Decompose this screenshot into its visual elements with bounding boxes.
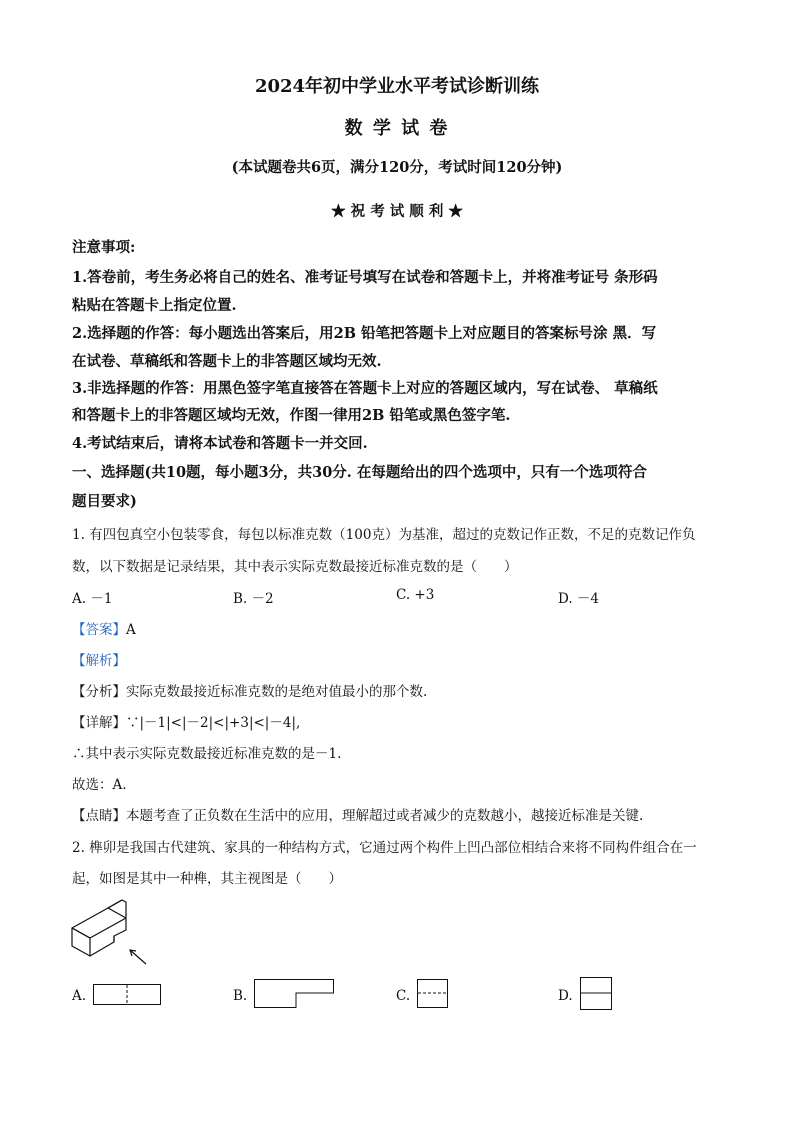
q2-option-b: B.: [233, 988, 248, 1004]
xiangjie-tag: 【详解】: [72, 715, 126, 731]
xiangjie-text: ∵|－1|<|－2|<|+3|<|－4|,: [126, 715, 301, 731]
q1-option-b: B. －2: [233, 591, 274, 607]
answer-value: A: [126, 622, 136, 638]
answer-tag: 【答案】: [72, 622, 126, 638]
q2-option-c: C.: [396, 988, 411, 1004]
q1-choice: 故选：A.: [72, 777, 127, 793]
q1-conclusion: ∴其中表示实际克数最接近标准克数的是－1.: [72, 746, 342, 762]
analysis-tag: 【解析】: [72, 653, 126, 669]
question-1-text: 1. 有四包真空小包装零食，每包以标准克数（100克）为基准，超过的克数记作正数，不足的克数记作负: [72, 527, 696, 543]
section-heading: 一、选择题(共10题，每小题3分，共30分. 在每题给出的四个选项中，只有一个选项符合: [72, 464, 647, 481]
exam-subject: 数 学 试 卷: [344, 118, 450, 139]
fenxi-tag: 【分析】: [72, 684, 126, 700]
q2-option-d: D.: [558, 988, 573, 1004]
section-heading-cont: 题目要求): [72, 493, 137, 510]
q1-fenxi: [72, 680, 427, 700]
question-1-text-cont: 数，以下数据是记录结果，其中表示实际克数最接近标准克数的是（ ）: [72, 559, 518, 575]
view-arrow: [130, 950, 146, 964]
q2-option-b-figure: [254, 979, 336, 1009]
tenon-side-face: [90, 918, 126, 956]
notice-item: 3.非选择题的作答：用黑色签字笔直接答在答题卡上对应的答题区域内，写在试卷、 草稿纸: [72, 380, 658, 397]
q1-answer: [72, 618, 136, 638]
exam-info: (本试题卷共6页，满分120分，考试时间120分钟): [231, 159, 563, 176]
notice-item: 在试卷、草稿纸和答题卡上的非答题区域均无效.: [72, 353, 382, 370]
q1-option-a: A. －1: [72, 591, 113, 607]
good-luck-line: ★ 祝 考 试 顺 利 ★: [331, 203, 463, 220]
q1-xiangjie: [72, 711, 300, 731]
q2-option-a: A.: [72, 988, 87, 1004]
notice-heading: 注意事项:: [72, 239, 136, 256]
tenon-front-face: [72, 928, 90, 956]
dianjing-text: 本题考查了正负数在生活中的应用，理解超过或者减少的克数越小，越接近标准是关键.: [126, 808, 644, 824]
notice-item: 和答题卡上的非答题区域均无效，作图一律用2B 铅笔或黑色签字笔.: [72, 407, 511, 424]
question-2-text-cont: 起，如图是其中一种榫，其主视图是（ ）: [72, 871, 342, 887]
q2-option-d-figure: [580, 977, 613, 1011]
exam-title: 2024年初中学业水平考试诊断训练: [254, 76, 540, 97]
question-2-text: 2. 榫卯是我国古代建筑、家具的一种结构方式，它通过两个构件上凹凸部位相结合来将不同构件组合在一: [72, 840, 697, 856]
notice-item: 1.答卷前，考生务必将自己的姓名、准考证号填写在试卷和答题卡上，并将准考证号 条形码: [72, 269, 658, 286]
notice-item: 2.选择题的作答：每小题选出答案后，用2B 铅笔把答题卡上对应题目的答案标号涂 黑．写: [72, 325, 657, 342]
q1-dianjing: [72, 804, 643, 824]
fenxi-text: 实际克数最接近标准克数的是绝对值最小的那个数.: [126, 684, 428, 700]
dianjing-tag: 【点睛】: [72, 808, 126, 824]
q2-option-a-figure: [93, 984, 161, 1006]
q1-option-c: C. +3: [396, 587, 435, 603]
q2-option-c-figure: [417, 979, 449, 1009]
notice-item: 4.考试结束后，请将本试卷和答题卡一并交回.: [72, 435, 368, 452]
notice-item: 粘贴在答题卡上指定位置.: [72, 297, 237, 314]
q1-option-d: D. －4: [558, 591, 600, 607]
tenon-figure: [60, 898, 160, 970]
